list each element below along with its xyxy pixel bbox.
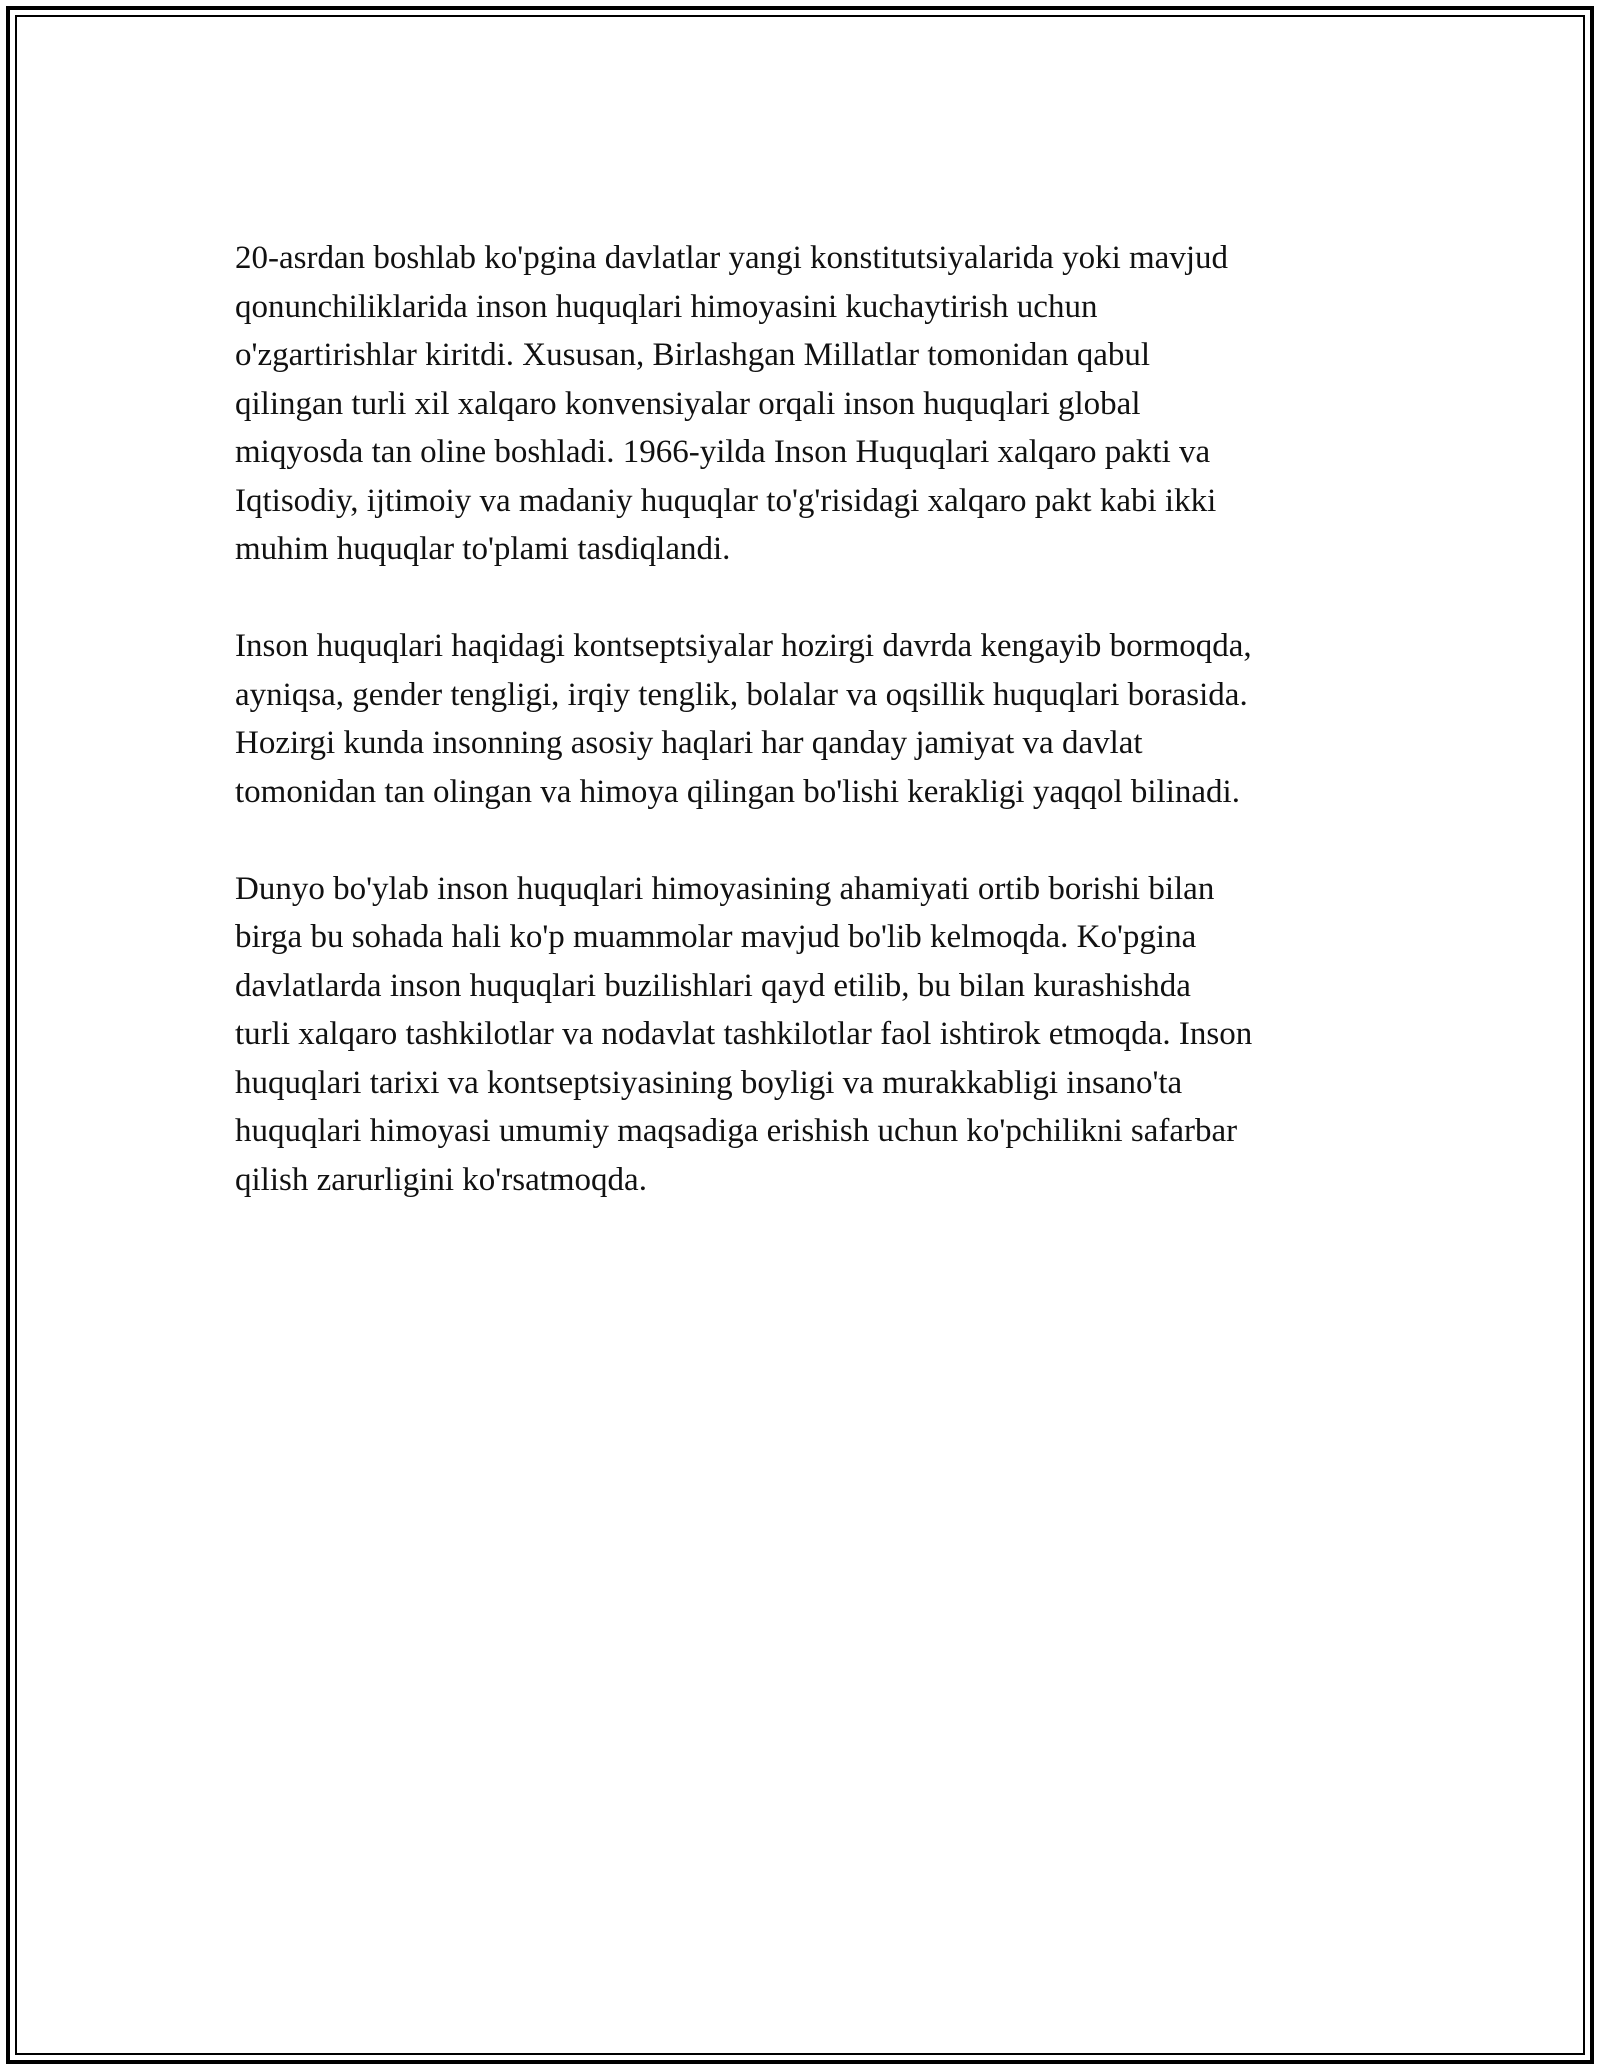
paragraph-line: tomonidan tan olingan va himoya qilingan bo'lishi kerakligi yaqqol bilinadi. bbox=[235, 773, 1240, 810]
paragraph-line: miqyosda tan oline boshladi. 1966-yilda Inson Huquqlari xalqaro pakti va bbox=[235, 434, 1211, 470]
paragraph-line: huquqlari tarixi va kontseptsiyasining boyligi va murakkabligi insano'ta bbox=[235, 1064, 1183, 1101]
paragraph-line: muhim huquqlar to'plami tasdiqlandi. bbox=[235, 531, 731, 567]
paragraph-3 bbox=[235, 865, 1385, 1205]
paragraph-1 bbox=[235, 234, 1385, 574]
paragraph-line: Inson huquqlari haqidagi kontseptsiyalar hozirgi davrda kengayib bormoqda, bbox=[235, 628, 1252, 664]
paragraph-line: davlatlarda inson huquqlari buzilishlari qayd etilib, bu bilan kurashishda bbox=[235, 967, 1191, 1004]
paragraph-line: Hozirgi kunda insonning asosiy haqlari har qanday jamiyat va davlat bbox=[235, 725, 1143, 761]
document-body bbox=[235, 234, 1385, 1253]
paragraph-line: turli xalqaro tashkilotlar va nodavlat tashkilotlar faol ishtirok etmoqda. Inson bbox=[235, 1016, 1253, 1052]
paragraph-line: huquqlari himoyasi umumiy maqsadiga erishish uchun ko'pchilikni safarbar bbox=[235, 1113, 1238, 1149]
paragraph-line: Iqtisodiy, ijtimoiy va madaniy huquqlar to'g'risidagi xalqaro pakt kabi ikki bbox=[235, 482, 1217, 519]
paragraph-line: qilingan turli xil xalqaro konvensiyalar orqali inson huquqlari global bbox=[235, 385, 1141, 422]
paragraph-line: birga bu sohada hali ko'p muammolar mavjud bo'lib kelmoqda. Ko'pgina bbox=[235, 919, 1197, 955]
paragraph-line: qonunchiliklarida inson huquqlari himoyasini kuchaytirish uchun bbox=[235, 288, 1098, 325]
paragraph-line: qilish zarurligini ko'rsatmoqda. bbox=[235, 1161, 647, 1198]
paragraph-line: 20-asrdan boshlab ko'pgina davlatlar yangi konstitutsiyalarida yoki mavjud bbox=[235, 240, 1228, 276]
paragraph-2 bbox=[235, 622, 1385, 816]
paragraph-line: o'zgartirishlar kiritdi. Xususan, Birlashgan Millatlar tomonidan qabul bbox=[235, 337, 1151, 373]
paragraph-line: ayniqsa, gender tengligi, irqiy tenglik, bolalar va oqsillik huquqlari borasida. bbox=[235, 676, 1248, 713]
paragraph-line: Dunyo bo'ylab inson huquqlari himoyasining ahamiyati ortib borishi bilan bbox=[235, 870, 1215, 907]
